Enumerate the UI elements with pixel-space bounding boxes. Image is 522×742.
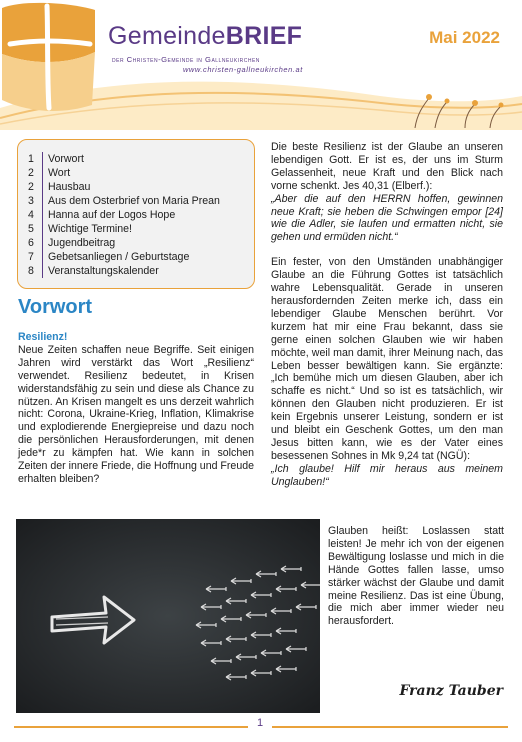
toc-page-number: 1: [28, 152, 43, 166]
toc-item-label: Hanna auf der Logos Hope: [48, 209, 176, 221]
page-number: 1: [248, 717, 272, 735]
toc-page-number: 4: [28, 208, 43, 222]
title-part-bold: BRIEF: [225, 22, 303, 50]
toc-page-number: 5: [28, 222, 43, 236]
toc-page-number: 6: [28, 236, 43, 250]
toc-page-number: 7: [28, 250, 43, 264]
toc-page-number: 8: [28, 264, 43, 278]
toc-item-label: Jugendbeitrag: [48, 237, 116, 249]
toc-item[interactable]: [28, 250, 220, 264]
toc-page-number: 2: [28, 166, 43, 180]
website-link[interactable]: www.christen-gallneukirchen.at: [183, 65, 303, 74]
newsletter-title: [108, 22, 302, 51]
toc-item-label: Wichtige Termine!: [48, 223, 132, 235]
bible-quote-isaiah: „Aber die auf den HERRN hoffen, gewinnen neue Kraft; sie heben die Schwingen empor [24] wie die Adler, sie laufen und ermatten nicht, sie gehen und ermüden nicht.“: [271, 192, 503, 244]
toc-item[interactable]: [28, 222, 220, 236]
toc-item[interactable]: [28, 152, 220, 166]
header: [0, 0, 522, 130]
section-title: Vorwort: [18, 296, 93, 318]
faith-story-paragraph: Ein fester, von den Umständen unabhängiger Glaube an die Führung Gottes ist tatsächlich wahre Lebensqualität. Gerade in unseren herausfordernden Zeiten merke ich, dass ein lebendiger Glaube Menschen berührt. Vor kurzem hat mir eine Frau bekannt, dass sie gerne einen solchen Glauben wie wir haben möchte, weil man damit, ihrer Meinung nach, das Leben besser bewältigen kann. Sie ergänzte: „Ich bemühe mich um diesen Glauben, aber ich schaffe es nicht.“ Und so ist es tatsächlich, wir können den Glauben nicht produzieren. Er ist kein Ergebnis unserer Leistung, sondern er ist und bleibt ein Geschenk Gottes, um den man Jesus bitten kann, wie es der Vater eines besessenen Sohnes in Mk 9,24 tat (NGÜ):: [271, 256, 503, 462]
toc-item[interactable]: [28, 208, 220, 222]
author-signature: Franz Tauber: [399, 683, 503, 699]
toc-page-number: 3: [28, 194, 43, 208]
toc-page-number: 2: [28, 180, 43, 194]
bible-quote-mark: „Ich glaube! Hilf mir heraus aus meinem Unglauben!“: [271, 462, 503, 488]
letting-go-paragraph: Glauben heißt: Loslassen statt leisten! Je mehr ich von der eigenen Bewältigung loslasse und mich in die Hände Gottes fallen lasse, umso stärker wächst der Glaube und damit meine Resilienz. Das ist eine Übung, die mich aber immer wieder neu herausfordert.: [328, 525, 504, 628]
toc-item[interactable]: [28, 166, 220, 180]
faith-paragraph: Die beste Resilienz ist der Glaube an unseren lebendigen Gott. Er ist es, der uns im Sturm Gelassenheit, neue Kraft und den Blick nach vorne schenkt. Jes 40,31 (Elberf.):: [271, 141, 503, 192]
left-column: [18, 331, 254, 486]
intro-paragraph: Neue Zeiten schaffen neue Begriffe. Seit einigen Jahren wird verstärkt das Wort „Resilienz“ verwendet. Resilienz bedeutet, in Krisen widerstandsfähig zu sein und diese als Chance zu nützen. An Krisen mangelt es uns derzeit wahrlich nicht: Corona, Ukraine-Krieg, Inflation, Klimakrise und explodierende Energiepreise und dazu noch die persönlichen Herausforderungen, mit denen jede*r zu kämpfen hat. Wie kann in solchen Zeiten der innere Friede, die Hoffnung und Freude erhalten bleiben?: [18, 343, 254, 485]
resilience-subtitle: Resilienz!: [18, 331, 68, 343]
title-part-light: Gemeinde: [108, 22, 226, 50]
arrows-chalkboard-image: [16, 519, 320, 713]
issue-month: Mai 2022: [429, 28, 500, 47]
toc-item-label: Hausbau: [48, 181, 91, 193]
table-of-contents: [17, 139, 255, 289]
bottom-column: [328, 525, 504, 628]
right-column: [271, 141, 503, 489]
toc-item-label: Veranstaltungskalender: [48, 265, 159, 277]
toc-item[interactable]: [28, 180, 220, 194]
toc-item[interactable]: [28, 236, 220, 250]
toc-item-label: Aus dem Osterbrief von Maria Prean: [48, 195, 220, 207]
flower-decoration-icon: [405, 88, 515, 128]
toc-item[interactable]: [28, 194, 220, 208]
toc-item-label: Gebetsanliegen / Geburtstage: [48, 251, 190, 263]
toc-item-label: Wort: [48, 167, 71, 179]
toc-item[interactable]: [28, 264, 220, 278]
toc-item-label: Vorwort: [48, 153, 84, 165]
cross-logo-icon: [0, 0, 110, 115]
newsletter-subtitle: der Christen-Gemeinde in Gallneukirchen: [112, 55, 260, 64]
